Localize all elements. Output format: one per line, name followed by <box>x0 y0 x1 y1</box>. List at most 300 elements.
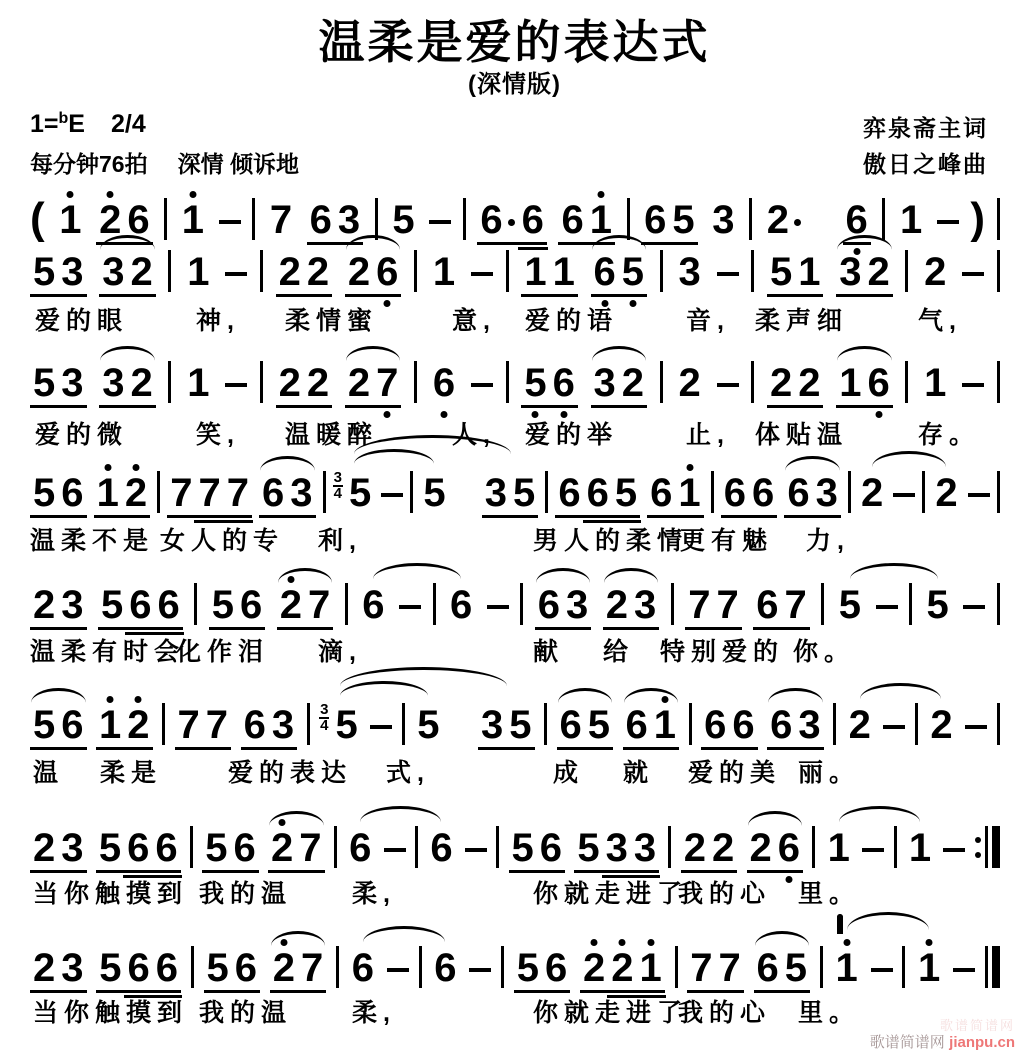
note-digit: 6 <box>351 946 374 990</box>
note <box>198 473 220 513</box>
slur-icon <box>837 346 892 361</box>
note-digit: 1 <box>589 198 612 242</box>
note-digit: 1 <box>924 361 947 405</box>
note <box>348 363 370 403</box>
thick-bar <box>992 826 1000 868</box>
note <box>654 705 676 745</box>
note <box>867 252 889 292</box>
note <box>558 473 580 513</box>
note-group <box>754 948 811 988</box>
note <box>310 200 332 240</box>
note-group <box>447 585 475 625</box>
thick-bar <box>992 946 1000 988</box>
note <box>560 705 582 745</box>
note-digit: 6 <box>545 946 568 990</box>
note-digit: 6 <box>558 471 581 515</box>
note-digit: 6 <box>770 703 793 747</box>
note <box>690 948 712 988</box>
note-digit: 6 <box>61 471 84 515</box>
lyric-segment: 你就走进了 <box>533 999 689 1027</box>
note <box>512 828 534 868</box>
note <box>187 363 209 403</box>
music-line <box>30 194 1000 243</box>
note <box>611 948 633 988</box>
note-digit: 2 <box>33 583 56 627</box>
lyric-segment: 女人的专 <box>160 527 285 555</box>
lyric-segment: 丽。 <box>798 759 861 787</box>
note-digit: 1 <box>524 250 547 294</box>
barline <box>496 826 499 868</box>
octave-dot-high <box>926 939 933 946</box>
note-group <box>175 705 232 745</box>
note-digit: 2 <box>769 361 793 405</box>
note <box>719 948 741 988</box>
octave-dot-high <box>104 464 111 471</box>
note-digit: 5 <box>784 946 807 990</box>
note <box>61 948 83 988</box>
note-digit: 2 <box>347 250 371 294</box>
barline <box>307 703 310 745</box>
note-group <box>687 948 744 988</box>
lyric-segment: 化作泪 <box>176 638 270 666</box>
note-group <box>204 948 261 988</box>
barline <box>260 250 263 292</box>
barline <box>414 250 417 292</box>
meter-change <box>319 703 329 733</box>
note-group <box>276 252 333 292</box>
dash-continuation <box>893 493 915 497</box>
note-digit: 2 <box>271 826 294 870</box>
final-barline <box>985 946 1000 988</box>
lyric-segment: 我的心 <box>678 999 772 1027</box>
lyric-segment: 成 <box>553 759 585 787</box>
song-title: 温柔是爱的表达式 <box>318 16 711 68</box>
note-digit: 6 <box>704 703 727 747</box>
barline <box>660 250 663 292</box>
tempo-line <box>30 146 299 179</box>
note-digit: 5 <box>672 198 695 242</box>
note-digit: 2 <box>583 946 606 990</box>
lyric-segment: 音, <box>686 307 730 335</box>
note-digit: 3 <box>678 250 701 294</box>
note-group <box>721 473 778 513</box>
octave-dot-high <box>591 939 598 946</box>
note <box>787 473 809 513</box>
note <box>524 363 546 403</box>
note <box>301 948 323 988</box>
note-digit: 6 <box>349 826 372 870</box>
note <box>724 473 746 513</box>
note <box>750 828 772 868</box>
note <box>307 363 329 403</box>
note <box>513 473 535 513</box>
note <box>348 252 370 292</box>
watermark-line <box>870 1034 1015 1051</box>
note <box>433 363 455 403</box>
dash-continuation <box>717 272 739 276</box>
note <box>33 473 55 513</box>
octave-dot-high <box>843 939 850 946</box>
composer-credit: 傲日之峰曲 <box>863 151 988 177</box>
note <box>61 585 83 625</box>
barline <box>997 250 1000 292</box>
long-slur <box>872 451 946 467</box>
long-slur <box>839 806 920 822</box>
note-digit: 3 <box>61 583 84 627</box>
barline <box>191 946 194 988</box>
note-digit: 6 <box>752 471 775 515</box>
meter-bottom: 4 <box>320 717 329 734</box>
barline <box>821 583 824 625</box>
note-digit: 6 <box>262 471 285 515</box>
note-group <box>56 200 84 240</box>
note <box>481 705 503 745</box>
note <box>924 252 946 292</box>
barline <box>997 198 1000 240</box>
note-group <box>574 828 659 868</box>
barline <box>997 471 1000 513</box>
note-group <box>268 828 325 868</box>
barline <box>415 826 418 868</box>
barline <box>168 250 171 292</box>
note-group <box>685 585 742 625</box>
note-digit: 5 <box>33 471 56 515</box>
long-slur <box>860 683 941 699</box>
dash-continuation <box>387 968 409 972</box>
lyric-segment: 爱的微 <box>35 421 129 449</box>
note-digit: 7 <box>690 946 713 990</box>
note-group <box>623 705 680 745</box>
note <box>577 828 599 868</box>
barline <box>419 946 422 988</box>
barline <box>433 583 436 625</box>
note <box>262 473 284 513</box>
barline <box>997 703 1000 745</box>
note-group <box>98 585 183 625</box>
octave-dot-high <box>279 819 286 826</box>
repeat-dot <box>975 852 981 858</box>
lyric-segment: 体贴温 <box>755 421 849 449</box>
note <box>770 252 792 292</box>
note-digit: 6 <box>309 198 332 242</box>
note-digit: 6 <box>234 946 257 990</box>
note-group <box>96 200 153 240</box>
note-digit: 6 <box>537 583 560 627</box>
note-digit: 2 <box>306 361 330 405</box>
note-digit: 3 <box>484 471 507 515</box>
flat-accidental: b <box>58 110 69 127</box>
note-group <box>30 585 87 625</box>
barline <box>506 361 509 403</box>
barline <box>545 471 548 513</box>
note <box>102 252 124 292</box>
lyric-segment: 利, <box>318 527 362 555</box>
time-signature: 2/4 <box>110 110 146 138</box>
note <box>517 948 539 988</box>
note-digit: 5 <box>614 471 638 515</box>
note <box>99 948 121 988</box>
note-digit: 2 <box>33 826 56 870</box>
note-group <box>179 200 207 240</box>
lyric-row <box>0 521 1029 555</box>
note <box>130 252 152 292</box>
note-group <box>319 703 361 745</box>
note <box>423 473 445 513</box>
note-group <box>267 200 295 240</box>
note-digit: 1 <box>181 198 205 242</box>
note <box>644 200 666 240</box>
watermark-site-url[interactable]: jianpu.cn <box>949 1034 1015 1051</box>
barline <box>506 250 509 292</box>
note <box>376 363 398 403</box>
note <box>798 363 820 403</box>
note-group <box>591 363 648 403</box>
note-digit: 6 <box>845 198 868 242</box>
note-digit: 2 <box>766 198 789 242</box>
octave-dot-high <box>132 464 139 471</box>
note-digit: 3 <box>566 583 589 627</box>
note-digit: 2 <box>678 361 701 405</box>
note-digit: 6 <box>127 198 150 242</box>
octave-dot-high <box>287 576 294 583</box>
note <box>178 705 200 745</box>
note-digit: 2 <box>683 826 706 870</box>
note <box>127 705 149 745</box>
note <box>588 705 610 745</box>
note-digit: 6 <box>127 826 150 870</box>
note-group <box>259 473 316 513</box>
lyric-segment: 我的心 <box>678 880 772 908</box>
long-slur <box>360 806 441 822</box>
note-group <box>509 828 566 868</box>
meter-top: 3 <box>333 469 342 486</box>
note-digit: 3 <box>634 583 657 627</box>
note-digit: 3 <box>605 826 628 870</box>
note <box>227 473 249 513</box>
note <box>61 363 83 403</box>
note-group <box>767 363 824 403</box>
lyric-segment: 式, <box>386 759 430 787</box>
note <box>717 585 739 625</box>
note-digit: 7 <box>376 361 399 405</box>
note-digit: 3 <box>815 471 838 515</box>
note-digit: 5 <box>621 250 645 294</box>
note-group <box>836 252 893 292</box>
dash-continuation <box>487 605 509 609</box>
note-group <box>430 252 458 292</box>
lyric-segment: 我的温 <box>199 999 293 1027</box>
lyric-segment: 当你触摸到 <box>33 999 189 1027</box>
barline <box>260 361 263 403</box>
note-digit: 6 <box>539 826 562 870</box>
note <box>770 705 792 745</box>
note-digit: 1 <box>639 946 662 990</box>
barline <box>833 703 836 745</box>
note-group <box>477 200 547 240</box>
note <box>626 705 648 745</box>
note-digit: 2 <box>33 946 56 990</box>
note-group <box>924 585 952 625</box>
note <box>927 585 949 625</box>
note-group <box>767 252 824 292</box>
note-digit: 2 <box>621 361 645 405</box>
note-digit: 5 <box>417 703 440 747</box>
note <box>156 948 178 988</box>
key-prefix: 1= <box>30 110 59 138</box>
barline <box>848 471 851 513</box>
note <box>279 363 301 403</box>
note <box>102 363 124 403</box>
dash-continuation <box>883 725 905 729</box>
lyric-segment: 你。 <box>793 638 856 666</box>
barline <box>820 946 823 988</box>
note-digit: 5 <box>769 250 793 294</box>
note <box>33 948 55 988</box>
note <box>125 473 147 513</box>
lyric-segment: 人, <box>452 421 496 449</box>
note-digit: 1 <box>432 250 456 294</box>
note <box>349 473 371 513</box>
octave-dot-high <box>647 939 654 946</box>
note <box>270 200 292 240</box>
lyric-segment: 存。 <box>918 421 981 449</box>
note <box>712 828 734 868</box>
note-digit: 6 <box>61 703 84 747</box>
lyric-segment: 温柔不是 <box>30 527 155 555</box>
barline <box>463 198 466 240</box>
octave-dot-high <box>107 191 114 198</box>
note <box>212 585 234 625</box>
note-group <box>676 363 704 403</box>
note-digit: 2 <box>867 250 890 294</box>
meter-change <box>333 471 343 501</box>
fermata-arc <box>837 914 843 934</box>
note-digit: 5 <box>512 471 536 515</box>
note-group <box>641 200 698 240</box>
note-digit: 7 <box>177 703 200 747</box>
note <box>650 473 672 513</box>
barline <box>334 826 337 868</box>
note <box>861 473 883 513</box>
note-digit: 2 <box>749 826 772 870</box>
note-digit: 7 <box>269 198 293 242</box>
note <box>308 585 330 625</box>
note-digit: 3 <box>61 826 84 870</box>
note-digit: 6 <box>376 250 399 294</box>
meter-bottom: 4 <box>333 485 342 502</box>
note-digit: 6 <box>756 583 779 627</box>
note <box>362 585 384 625</box>
note-group <box>555 473 640 513</box>
note <box>155 828 177 868</box>
note-digit: 5 <box>511 826 534 870</box>
lyric-segment: 你就走进了 <box>533 880 689 908</box>
note-digit: 1 <box>653 703 677 747</box>
note-digit: 2 <box>860 471 884 515</box>
note <box>778 828 800 868</box>
barline <box>902 946 905 988</box>
barline <box>905 361 908 403</box>
note-group <box>535 585 592 625</box>
note-digit: 7 <box>170 471 193 515</box>
note <box>335 705 357 745</box>
barline <box>668 826 671 868</box>
note <box>553 363 575 403</box>
note <box>545 948 567 988</box>
barline <box>997 583 1000 625</box>
barline <box>894 826 897 868</box>
note-group <box>921 252 949 292</box>
note-group <box>897 200 925 240</box>
note <box>594 252 616 292</box>
note <box>128 948 150 988</box>
note-digit: 6 <box>787 471 810 515</box>
barline <box>749 198 752 240</box>
barline <box>909 583 912 625</box>
note <box>606 828 628 868</box>
barline <box>194 583 197 625</box>
note-digit: 2 <box>798 361 821 405</box>
lyric-segment: 柔是 <box>100 759 163 787</box>
note <box>867 363 889 403</box>
lyric-segment: 温暖醉 <box>285 421 379 449</box>
note-group <box>709 200 737 240</box>
note-digit: 1 <box>187 361 210 405</box>
note <box>566 585 588 625</box>
note-digit: 2 <box>611 946 634 990</box>
dash-continuation <box>968 493 990 497</box>
note <box>307 252 329 292</box>
note <box>732 705 754 745</box>
note-digit: 3 <box>337 198 361 242</box>
note-digit: 3 <box>839 250 862 294</box>
music-line <box>30 248 1000 292</box>
note <box>33 252 55 292</box>
lyric-segment: 就 <box>623 759 655 787</box>
note <box>712 200 734 240</box>
note-group <box>431 948 459 988</box>
dash-continuation <box>225 383 247 387</box>
note <box>622 363 644 403</box>
music-line <box>30 701 1000 745</box>
barline <box>520 583 523 625</box>
lyric-segment: 我的温 <box>199 880 293 908</box>
lyric-segment: 柔声细 <box>755 307 849 335</box>
barline <box>751 250 754 292</box>
note <box>187 252 209 292</box>
note-group <box>521 363 578 403</box>
note-digit: 6 <box>434 946 457 990</box>
slur-icon <box>768 688 823 703</box>
left-paren: ( <box>30 194 45 243</box>
lyric-segment: 温柔有时会 <box>30 638 186 666</box>
note-group <box>94 473 151 513</box>
note-digit: 1 <box>96 471 119 515</box>
note-digit: 5 <box>516 946 539 990</box>
repeat-dots <box>975 837 981 858</box>
long-slur <box>373 563 461 579</box>
note <box>376 252 398 292</box>
note-digit: 3 <box>798 703 821 747</box>
barline <box>336 946 339 988</box>
note-digit: 2 <box>130 361 153 405</box>
note-digit: 2 <box>278 361 301 405</box>
note <box>206 705 228 745</box>
note-digit: 2 <box>924 250 947 294</box>
octave-dot-high <box>189 191 196 198</box>
dash-continuation <box>963 605 985 609</box>
note <box>99 705 121 745</box>
